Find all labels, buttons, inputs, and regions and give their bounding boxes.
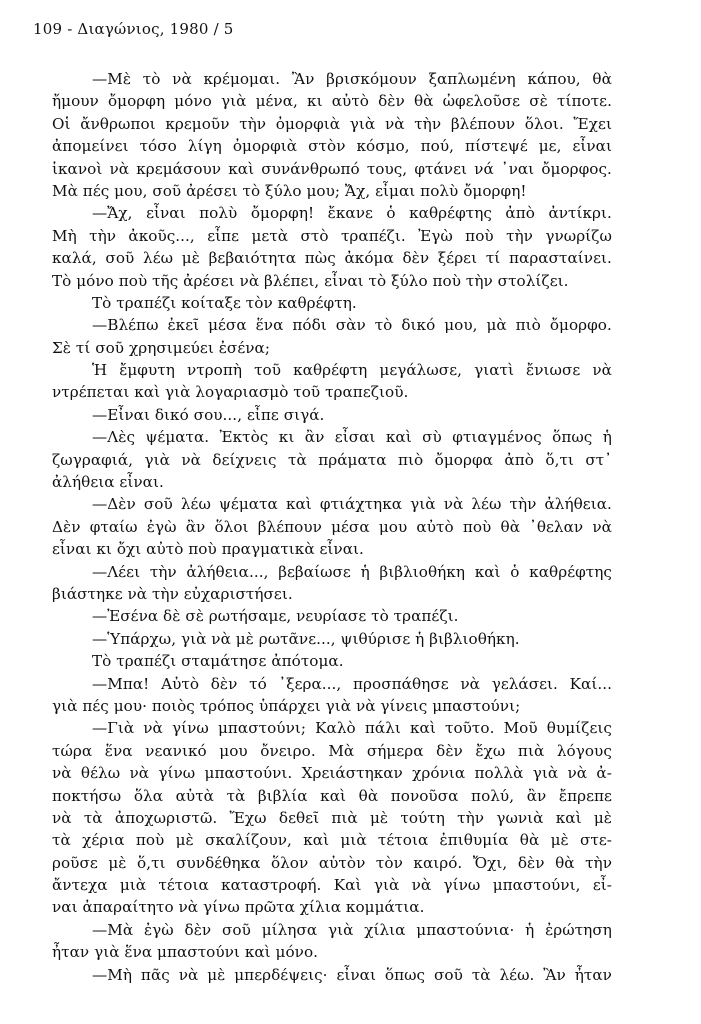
- text-line: Σὲ τί σοῦ χρησιμεύει ἐσένα;: [52, 338, 270, 357]
- text-line: ἀλήθεια εἶναι.: [52, 473, 164, 492]
- running-head: 109 - Διαγώνιος, 1980 / 5: [33, 20, 234, 38]
- text-line: ναι ἀπαραίτητο νὰ γίνω πρῶτα χίλια κομμάτια.: [52, 898, 425, 917]
- text-line: ἄντεχα μιὰ τέτοια καταστροφή. Καὶ γιὰ νὰ γίνω μπαστούνι, εἶ-: [52, 876, 612, 895]
- text-line: ροῦσε μὲ ὅ,τι συνδέθηκα ὅλον αὐτὸν τὸν καιρό. Ὄχι, δὲν θὰ τὴν: [52, 853, 612, 872]
- text-line: —Γιὰ νὰ γίνω μπαστούνι; Καλὸ πάλι καὶ τοῦτο. Μοῦ θυμίζεις: [92, 719, 612, 738]
- text-line: τὰ χέρια ποὺ μὲ σκαλίζουν, καὶ μιὰ τέτοια ἐπιθυμία θὰ μὲ στε-: [52, 831, 612, 850]
- text-line: —Ἄχ, εἶναι πολὺ ὄμορφη! ἔκανε ὁ καθρέφτης ἀπὸ ἀντίκρι.: [92, 204, 612, 223]
- text-line: —Μπα! Αὐτὸ δὲν τό ᾿ξερα..., προσπάθησε νὰ γελάσει. Καί...: [92, 674, 612, 693]
- text-line: Δὲν φταίω ἐγὼ ἂν ὅλοι βλέπουν μέσα μου αὐτὸ ποὺ θὰ ᾿θελαν νὰ: [52, 517, 612, 536]
- text-line: —Ὑπάρχω, γιὰ νὰ μὲ ρωτᾶνε..., ψιθύρισε ἡ βιβλιοθήκη.: [92, 629, 520, 648]
- text-line: —Μὴ πᾶς νὰ μὲ μπερδέψεις· εἶναι ὅπως σοῦ τὰ λέω. Ἂν ἦταν: [92, 965, 612, 984]
- text-line: Τὸ τραπέζι κοίταξε τὸν καθρέφτη.: [92, 293, 357, 312]
- text-line: γιὰ πές μου· ποιὸς τρόπος ὑπάρχει γιὰ νὰ γίνεις μπαστούνι;: [52, 696, 521, 715]
- text-line: ποκτήσω ὅλα αὐτὰ τὰ βιβλία καὶ θὰ πονοῦσα πολύ, ἂν ἔπρεπε: [52, 786, 612, 805]
- text-line: Μὰ πές μου, σοῦ ἀρέσει τὸ ξύλο μου; Ἄχ, εἶμαι πολὺ ὄμορφη!: [52, 181, 527, 200]
- text-line: —Βλέπω ἐκεῖ μέσα ἕνα πόδι σὰν τὸ δικό μου, μὰ πιὸ ὄμορφο.: [92, 316, 612, 335]
- text-line: ἤμουν ὄμορφη μόνο γιὰ μένα, κι αὐτὸ δὲν θὰ ὠφελοῦσε σὲ τίποτε.: [52, 92, 612, 111]
- text-line: —Ἐσένα δὲ σὲ ρωτήσαμε, νευρίασε τὸ τραπέζι.: [92, 607, 459, 626]
- text-line: ἱκανοὶ νὰ κρεμάσουν καὶ συνάνθρωπό τους, φτάνει νά ᾿ναι ὄμορφος.: [52, 159, 612, 178]
- text-line: ζωγραφιά, γιὰ νὰ δείχνεις τὰ πράματα πιὸ ὄμορφα ἀπὸ ὅ,τι στ᾿: [52, 450, 612, 469]
- text-line: καλά, σοῦ λέω μὲ βεβαιότητα πὼς ἀκόμα δὲν ξέρει τί παρασταίνει.: [52, 249, 612, 268]
- text-line: —Μὰ ἐγὼ δὲν σοῦ μίλησα γιὰ χίλια μπαστούνια· ἡ ἐρώτηση: [92, 920, 612, 939]
- text-line: —Μὲ τὸ νὰ κρέμομαι. Ἂν βρισκόμουν ξαπλωμένη κάπου, θὰ: [92, 70, 612, 88]
- text-line: —Δὲν σοῦ λέω ψέματα καὶ φτιάχτηκα γιὰ νὰ λέω τὴν ἀλήθεια.: [92, 495, 612, 514]
- text-line: —Λέει τὴν ἀλήθεια..., βεβαίωσε ἡ βιβλιοθήκη καὶ ὁ καθρέφτης: [92, 562, 612, 581]
- body-text: [52, 68, 612, 986]
- text-line: Ἡ ἔμφυτη ντροπὴ τοῦ καθρέφτη μεγάλωσε, γιατὶ ἔνιωσε νὰ: [92, 361, 612, 380]
- text-line: ἀπομείνει τόσο λίγη ὀμορφιὰ στὸν κόσμο, πού, πίστεψέ με, εἶναι: [52, 137, 612, 156]
- text-line: νὰ τὰ ἀποχωριστῶ. Ἔχω δεθεῖ πιὰ μὲ τούτη τὴν γωνιὰ καὶ μὲ: [52, 808, 612, 827]
- text-line: Μὴ τὴν ἀκοῦς..., εἶπε μετὰ στὸ τραπέζι. Ἐγὼ ποὺ τὴν γνωρίζω: [52, 226, 612, 245]
- text-line: νὰ θέλω νὰ γίνω μπαστούνι. Χρειάστηκαν χρόνια πολλὰ γιὰ νὰ ἀ-: [52, 764, 612, 783]
- text-line: —Λὲς ψέματα. Ἐκτὸς κι ἂν εἶσαι καὶ σὺ φτιαγμένος ὅπως ἡ: [92, 428, 612, 447]
- text-line: Τὸ μόνο ποὺ τῆς ἀρέσει νὰ βλέπει, εἶναι τὸ ξύλο ποὺ τὴν στολίζει.: [52, 271, 569, 290]
- text-line: —Εἶναι δικό σου..., εἶπε σιγά.: [92, 405, 325, 424]
- text-line: Τὸ τραπέζι σταμάτησε ἀπότομα.: [92, 652, 344, 671]
- text-line: τώρα ἕνα νεανικό μου ὄνειρο. Μὰ σήμερα δὲν ἔχω πιὰ λόγους: [52, 741, 612, 760]
- text-line: ἦταν γιὰ ἕνα μπαστούνι καὶ μόνο.: [52, 943, 319, 962]
- text-line: εἶναι κι ὄχι αὐτὸ ποὺ πραγματικὰ εἶναι.: [52, 540, 364, 559]
- text-line: Οἱ ἄνθρωποι κρεμοῦν τὴν ὀμορφιὰ γιὰ νὰ τὴν βλέπουν ὅλοι. Ἔχει: [52, 114, 612, 133]
- text-line: ντρέπεται καὶ γιὰ λογαριασμὸ τοῦ τραπεζιοῦ.: [52, 383, 409, 402]
- text-line: βιάστηκε νὰ τὴν εὐχαριστήσει.: [52, 584, 293, 603]
